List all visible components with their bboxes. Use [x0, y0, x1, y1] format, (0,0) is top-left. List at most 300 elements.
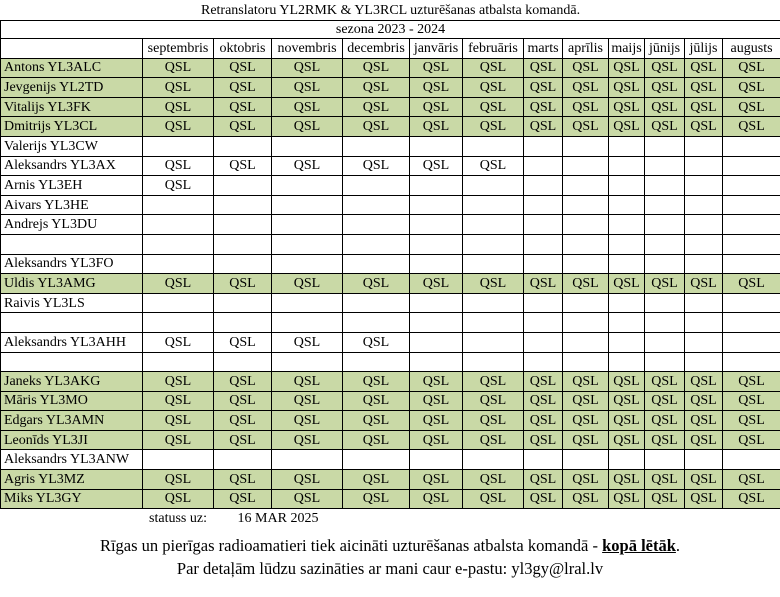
qsl-cell: [723, 313, 780, 333]
qsl-cell: [214, 254, 272, 274]
qsl-cell: [563, 195, 609, 215]
qsl-cell: QSL: [645, 391, 685, 411]
qsl-cell: [143, 136, 214, 156]
qsl-cell: [214, 195, 272, 215]
table-row: [1, 97, 780, 117]
qsl-cell: QSL: [609, 274, 645, 294]
qsl-cell: [645, 195, 685, 215]
qsl-cell: [410, 234, 463, 254]
qsl-cell: QSL: [463, 58, 524, 78]
table-row: [1, 195, 780, 215]
qsl-cell: QSL: [143, 332, 214, 352]
header-empty-cell: [1, 39, 143, 59]
qsl-cell: [524, 332, 563, 352]
qsl-cell: QSL: [645, 489, 685, 509]
month-header: septembris: [143, 39, 214, 59]
qsl-cell: [723, 176, 780, 196]
member-name: Raivis YL3LS: [1, 293, 143, 313]
table-row: [1, 136, 780, 156]
qsl-cell: [343, 313, 410, 333]
qsl-cell: QSL: [645, 97, 685, 117]
status-date: 16 MAR 2025: [237, 511, 319, 527]
member-name: Antons YL3ALC: [1, 58, 143, 78]
month-header: augusts: [723, 39, 780, 59]
qsl-cell: QSL: [563, 372, 609, 392]
member-name: Aleksandrs YL3FO: [1, 254, 143, 274]
qsl-cell: QSL: [343, 411, 410, 431]
qsl-cell: QSL: [214, 117, 272, 137]
qsl-cell: [524, 215, 563, 235]
qsl-cell: [524, 293, 563, 313]
qsl-cell: QSL: [272, 274, 343, 294]
qsl-cell: [463, 313, 524, 333]
qsl-cell: QSL: [685, 391, 723, 411]
qsl-cell: QSL: [563, 411, 609, 431]
qsl-cell: [143, 234, 214, 254]
qsl-cell: QSL: [143, 97, 214, 117]
qsl-cell: [463, 254, 524, 274]
qsl-cell: [463, 352, 524, 372]
qsl-cell: QSL: [723, 391, 780, 411]
qsl-cell: QSL: [143, 430, 214, 450]
qsl-cell: [343, 215, 410, 235]
status-label: statuss uz:: [149, 511, 207, 527]
table-row: [1, 313, 780, 333]
table-row: [1, 78, 780, 98]
qsl-cell: QSL: [685, 78, 723, 98]
qsl-cell: [524, 234, 563, 254]
table-row: [1, 372, 780, 392]
qsl-cell: QSL: [463, 470, 524, 490]
qsl-cell: [410, 352, 463, 372]
qsl-cell: QSL: [214, 156, 272, 176]
table-title: Retranslatoru YL2RMK & YL3RCL uzturēšanas atbalsta komandā.: [1, 0, 780, 21]
qsl-cell: QSL: [524, 470, 563, 490]
qsl-cell: [524, 176, 563, 196]
qsl-cell: [214, 234, 272, 254]
table-row: [1, 293, 780, 313]
qsl-cell: QSL: [463, 274, 524, 294]
qsl-cell: [143, 352, 214, 372]
month-header: jūlijs: [685, 39, 723, 59]
qsl-cell: [723, 254, 780, 274]
qsl-cell: [685, 450, 723, 470]
member-name: Andrejs YL3DU: [1, 215, 143, 235]
qsl-cell: QSL: [410, 489, 463, 509]
qsl-cell: QSL: [143, 176, 214, 196]
qsl-cell: QSL: [524, 97, 563, 117]
qsl-cell: [645, 176, 685, 196]
qsl-cell: QSL: [524, 391, 563, 411]
member-name: Miks YL3GY: [1, 489, 143, 509]
qsl-cell: QSL: [723, 78, 780, 98]
qsl-cell: QSL: [272, 332, 343, 352]
member-name: Vitalijs YL3FK: [1, 97, 143, 117]
qsl-cell: [272, 234, 343, 254]
qsl-cell: [410, 450, 463, 470]
qsl-cell: QSL: [143, 391, 214, 411]
qsl-cell: [563, 176, 609, 196]
qsl-cell: QSL: [723, 470, 780, 490]
qsl-cell: [685, 332, 723, 352]
qsl-cell: [410, 293, 463, 313]
qsl-cell: QSL: [343, 391, 410, 411]
qsl-cell: QSL: [214, 470, 272, 490]
qsl-cell: [609, 313, 645, 333]
qsl-cell: QSL: [524, 430, 563, 450]
qsl-cell: QSL: [143, 156, 214, 176]
qsl-cell: QSL: [563, 470, 609, 490]
qsl-cell: QSL: [524, 274, 563, 294]
qsl-cell: QSL: [563, 489, 609, 509]
qsl-cell: [410, 176, 463, 196]
qsl-cell: QSL: [723, 372, 780, 392]
qsl-cell: QSL: [410, 470, 463, 490]
member-name: Dmitrijs YL3CL: [1, 117, 143, 137]
qsl-cell: QSL: [685, 411, 723, 431]
qsl-cell: QSL: [272, 372, 343, 392]
qsl-cell: QSL: [645, 372, 685, 392]
table-row: [1, 411, 780, 431]
qsl-cell: QSL: [410, 274, 463, 294]
qsl-cell: [272, 450, 343, 470]
member-name: Uldis YL3AMG: [1, 274, 143, 294]
qsl-cell: QSL: [563, 78, 609, 98]
table-row: [1, 156, 780, 176]
qsl-cell: QSL: [524, 78, 563, 98]
member-name: Aivars YL3HE: [1, 195, 143, 215]
qsl-cell: [272, 313, 343, 333]
qsl-cell: [143, 215, 214, 235]
qsl-cell: QSL: [563, 430, 609, 450]
qsl-cell: QSL: [463, 156, 524, 176]
month-header: aprīlis: [563, 39, 609, 59]
qsl-cell: QSL: [685, 117, 723, 137]
member-name: [1, 313, 143, 333]
qsl-cell: QSL: [214, 489, 272, 509]
month-header: marts: [524, 39, 563, 59]
qsl-cell: [343, 254, 410, 274]
qsl-cell: QSL: [214, 78, 272, 98]
qsl-cell: QSL: [143, 411, 214, 431]
qsl-cell: QSL: [143, 117, 214, 137]
qsl-cell: QSL: [723, 274, 780, 294]
qsl-cell: [410, 254, 463, 274]
table-row: [1, 254, 780, 274]
table-row: [1, 215, 780, 235]
qsl-cell: [609, 293, 645, 313]
month-header: jūnijs: [645, 39, 685, 59]
qsl-cell: QSL: [685, 274, 723, 294]
qsl-cell: [463, 332, 524, 352]
qsl-cell: [723, 450, 780, 470]
qsl-cell: [685, 156, 723, 176]
qsl-cell: [524, 450, 563, 470]
qsl-cell: [723, 136, 780, 156]
qsl-cell: [685, 176, 723, 196]
qsl-cell: QSL: [343, 470, 410, 490]
qsl-cell: QSL: [463, 117, 524, 137]
qsl-cell: QSL: [410, 372, 463, 392]
qsl-cell: QSL: [645, 430, 685, 450]
qsl-cell: QSL: [685, 470, 723, 490]
qsl-cell: QSL: [609, 372, 645, 392]
qsl-cell: QSL: [723, 117, 780, 137]
qsl-cell: [214, 176, 272, 196]
qsl-cell: QSL: [723, 411, 780, 431]
qsl-cell: QSL: [143, 470, 214, 490]
qsl-cell: QSL: [563, 117, 609, 137]
table-row: [1, 470, 780, 490]
qsl-cell: [609, 215, 645, 235]
qsl-cell: [609, 195, 645, 215]
qsl-cell: QSL: [272, 78, 343, 98]
status-row: [1, 509, 780, 528]
qsl-cell: QSL: [609, 58, 645, 78]
qsl-cell: QSL: [343, 117, 410, 137]
qsl-cell: [723, 156, 780, 176]
qsl-cell: [272, 293, 343, 313]
qsl-cell: [645, 234, 685, 254]
qsl-cell: [272, 254, 343, 274]
qsl-cell: QSL: [463, 411, 524, 431]
qsl-cell: QSL: [214, 430, 272, 450]
qsl-cell: [563, 450, 609, 470]
qsl-cell: QSL: [343, 97, 410, 117]
member-name: Arnis YL3EH: [1, 176, 143, 196]
qsl-cell: QSL: [645, 274, 685, 294]
member-name: Jevgenijs YL2TD: [1, 78, 143, 98]
month-header-row: [1, 39, 780, 59]
qsl-cell: [463, 293, 524, 313]
qsl-cell: [343, 450, 410, 470]
qsl-cell: QSL: [343, 274, 410, 294]
qsl-cell: [723, 195, 780, 215]
qsl-cell: [685, 293, 723, 313]
qsl-cell: QSL: [143, 489, 214, 509]
qsl-cell: QSL: [410, 78, 463, 98]
qsl-cell: QSL: [143, 58, 214, 78]
qsl-cell: [214, 313, 272, 333]
qsl-cell: QSL: [524, 411, 563, 431]
qsl-cell: [685, 352, 723, 372]
qsl-cell: QSL: [214, 332, 272, 352]
qsl-cell: QSL: [609, 391, 645, 411]
qsl-cell: [563, 234, 609, 254]
qsl-cell: QSL: [524, 58, 563, 78]
month-header: februāris: [463, 39, 524, 59]
qsl-cell: [723, 352, 780, 372]
qsl-cell: [723, 234, 780, 254]
month-header: decembris: [343, 39, 410, 59]
qsl-cell: QSL: [723, 58, 780, 78]
qsl-cell: [214, 293, 272, 313]
qsl-cell: QSL: [410, 156, 463, 176]
qsl-cell: [645, 313, 685, 333]
qsl-cell: [272, 352, 343, 372]
table-row: [1, 489, 780, 509]
qsl-cell: QSL: [410, 117, 463, 137]
qsl-cell: [524, 254, 563, 274]
qsl-cell: QSL: [723, 97, 780, 117]
qsl-cell: QSL: [272, 97, 343, 117]
qsl-cell: [723, 293, 780, 313]
qsl-cell: QSL: [272, 430, 343, 450]
table-row: [1, 117, 780, 137]
qsl-cell: QSL: [645, 411, 685, 431]
qsl-cell: QSL: [609, 470, 645, 490]
member-name: Valerijs YL3CW: [1, 136, 143, 156]
footer-contact: Par detaļām lūdzu sazināties ar mani caur e-pastu: yl3gy@lral.lv: [176, 558, 604, 578]
qsl-cell: QSL: [645, 117, 685, 137]
qsl-cell: [685, 195, 723, 215]
qsl-cell: [143, 195, 214, 215]
qsl-cell: [609, 176, 645, 196]
table-row: [1, 430, 780, 450]
qsl-cell: QSL: [410, 430, 463, 450]
qsl-cell: QSL: [563, 97, 609, 117]
qsl-cell: [645, 215, 685, 235]
qsl-cell: [563, 313, 609, 333]
qsl-cell: QSL: [343, 58, 410, 78]
qsl-cell: [410, 195, 463, 215]
member-name: Māris YL3MO: [1, 391, 143, 411]
qsl-cell: [463, 195, 524, 215]
qsl-cell: [272, 195, 343, 215]
qsl-cell: [214, 352, 272, 372]
qsl-cell: [645, 293, 685, 313]
footer: [0, 534, 780, 580]
qsl-cell: QSL: [685, 489, 723, 509]
qsl-cell: QSL: [343, 372, 410, 392]
qsl-cell: [563, 215, 609, 235]
qsl-cell: QSL: [723, 489, 780, 509]
qsl-cell: QSL: [410, 391, 463, 411]
qsl-cell: QSL: [609, 411, 645, 431]
qsl-cell: QSL: [685, 430, 723, 450]
qsl-cell: QSL: [343, 78, 410, 98]
qsl-cell: [463, 450, 524, 470]
qsl-cell: [645, 156, 685, 176]
qsl-cell: [723, 332, 780, 352]
qsl-cell: QSL: [272, 58, 343, 78]
qsl-cell: QSL: [463, 391, 524, 411]
qsl-cell: [645, 136, 685, 156]
qsl-cell: [563, 156, 609, 176]
month-header: janvāris: [410, 39, 463, 59]
qsl-cell: [723, 215, 780, 235]
qsl-cell: QSL: [214, 411, 272, 431]
qsl-cell: QSL: [343, 430, 410, 450]
season-label: sezona 2023 - 2024: [1, 21, 780, 39]
qsl-cell: QSL: [563, 58, 609, 78]
qsl-cell: [143, 450, 214, 470]
table-row: [1, 58, 780, 78]
month-header: maijs: [609, 39, 645, 59]
qsl-cell: QSL: [343, 489, 410, 509]
member-name: Agris YL3MZ: [1, 470, 143, 490]
member-name: [1, 234, 143, 254]
qsl-cell: QSL: [410, 97, 463, 117]
qsl-cell: QSL: [645, 58, 685, 78]
qsl-cell: [524, 352, 563, 372]
qsl-cell: QSL: [410, 58, 463, 78]
qsl-cell: [645, 352, 685, 372]
qsl-cell: QSL: [609, 97, 645, 117]
qsl-cell: [609, 156, 645, 176]
qsl-cell: QSL: [463, 78, 524, 98]
qsl-cell: QSL: [609, 117, 645, 137]
qsl-cell: [685, 215, 723, 235]
qsl-cell: [272, 136, 343, 156]
qsl-cell: QSL: [609, 430, 645, 450]
qsl-cell: [343, 234, 410, 254]
qsl-cell: [143, 254, 214, 274]
member-name: [1, 352, 143, 372]
qsl-cell: [463, 136, 524, 156]
table-row: [1, 332, 780, 352]
qsl-cell: [563, 352, 609, 372]
qsl-cell: QSL: [143, 372, 214, 392]
member-name: Edgars YL3AMN: [1, 411, 143, 431]
qsl-cell: [463, 215, 524, 235]
qsl-cell: [609, 136, 645, 156]
qsl-cell: QSL: [214, 372, 272, 392]
month-header: novembris: [272, 39, 343, 59]
table-row: [1, 352, 780, 372]
qsl-cell: [343, 195, 410, 215]
qsl-cell: QSL: [685, 372, 723, 392]
qsl-cell: QSL: [463, 430, 524, 450]
member-name: Leonīds YL3JI: [1, 430, 143, 450]
qsl-cell: [609, 450, 645, 470]
qsl-cell: QSL: [343, 156, 410, 176]
qsl-cell: [645, 332, 685, 352]
table-row: [1, 176, 780, 196]
qsl-cell: [463, 234, 524, 254]
member-name: Aleksandrs YL3AX: [1, 156, 143, 176]
table-row: [1, 450, 780, 470]
qsl-cell: QSL: [723, 430, 780, 450]
qsl-cell: QSL: [563, 391, 609, 411]
qsl-cell: [685, 234, 723, 254]
qsl-cell: [410, 313, 463, 333]
qsl-cell: QSL: [463, 372, 524, 392]
qsl-cell: QSL: [272, 411, 343, 431]
member-name: Aleksandrs YL3ANW: [1, 450, 143, 470]
qsl-cell: [609, 234, 645, 254]
qsl-cell: [343, 176, 410, 196]
month-header: oktobris: [214, 39, 272, 59]
qsl-cell: QSL: [143, 274, 214, 294]
qsl-cell: [410, 332, 463, 352]
qsl-cell: QSL: [272, 489, 343, 509]
qsl-cell: [563, 332, 609, 352]
qsl-cell: QSL: [214, 391, 272, 411]
qsl-cell: QSL: [463, 97, 524, 117]
qsl-cell: QSL: [685, 58, 723, 78]
qsl-cell: [609, 332, 645, 352]
table-row: [1, 234, 780, 254]
qsl-cell: QSL: [272, 391, 343, 411]
qsl-cell: [214, 136, 272, 156]
qsl-cell: [685, 136, 723, 156]
qsl-cell: [685, 254, 723, 274]
qsl-cell: QSL: [410, 411, 463, 431]
qsl-cell: QSL: [609, 78, 645, 98]
footer-invitation: Rīgas un pierīgas radioamatieri tiek aicināti uzturēšanas atbalsta komandā - kopā lētāk.: [99, 535, 681, 555]
qsl-cell: QSL: [272, 117, 343, 137]
